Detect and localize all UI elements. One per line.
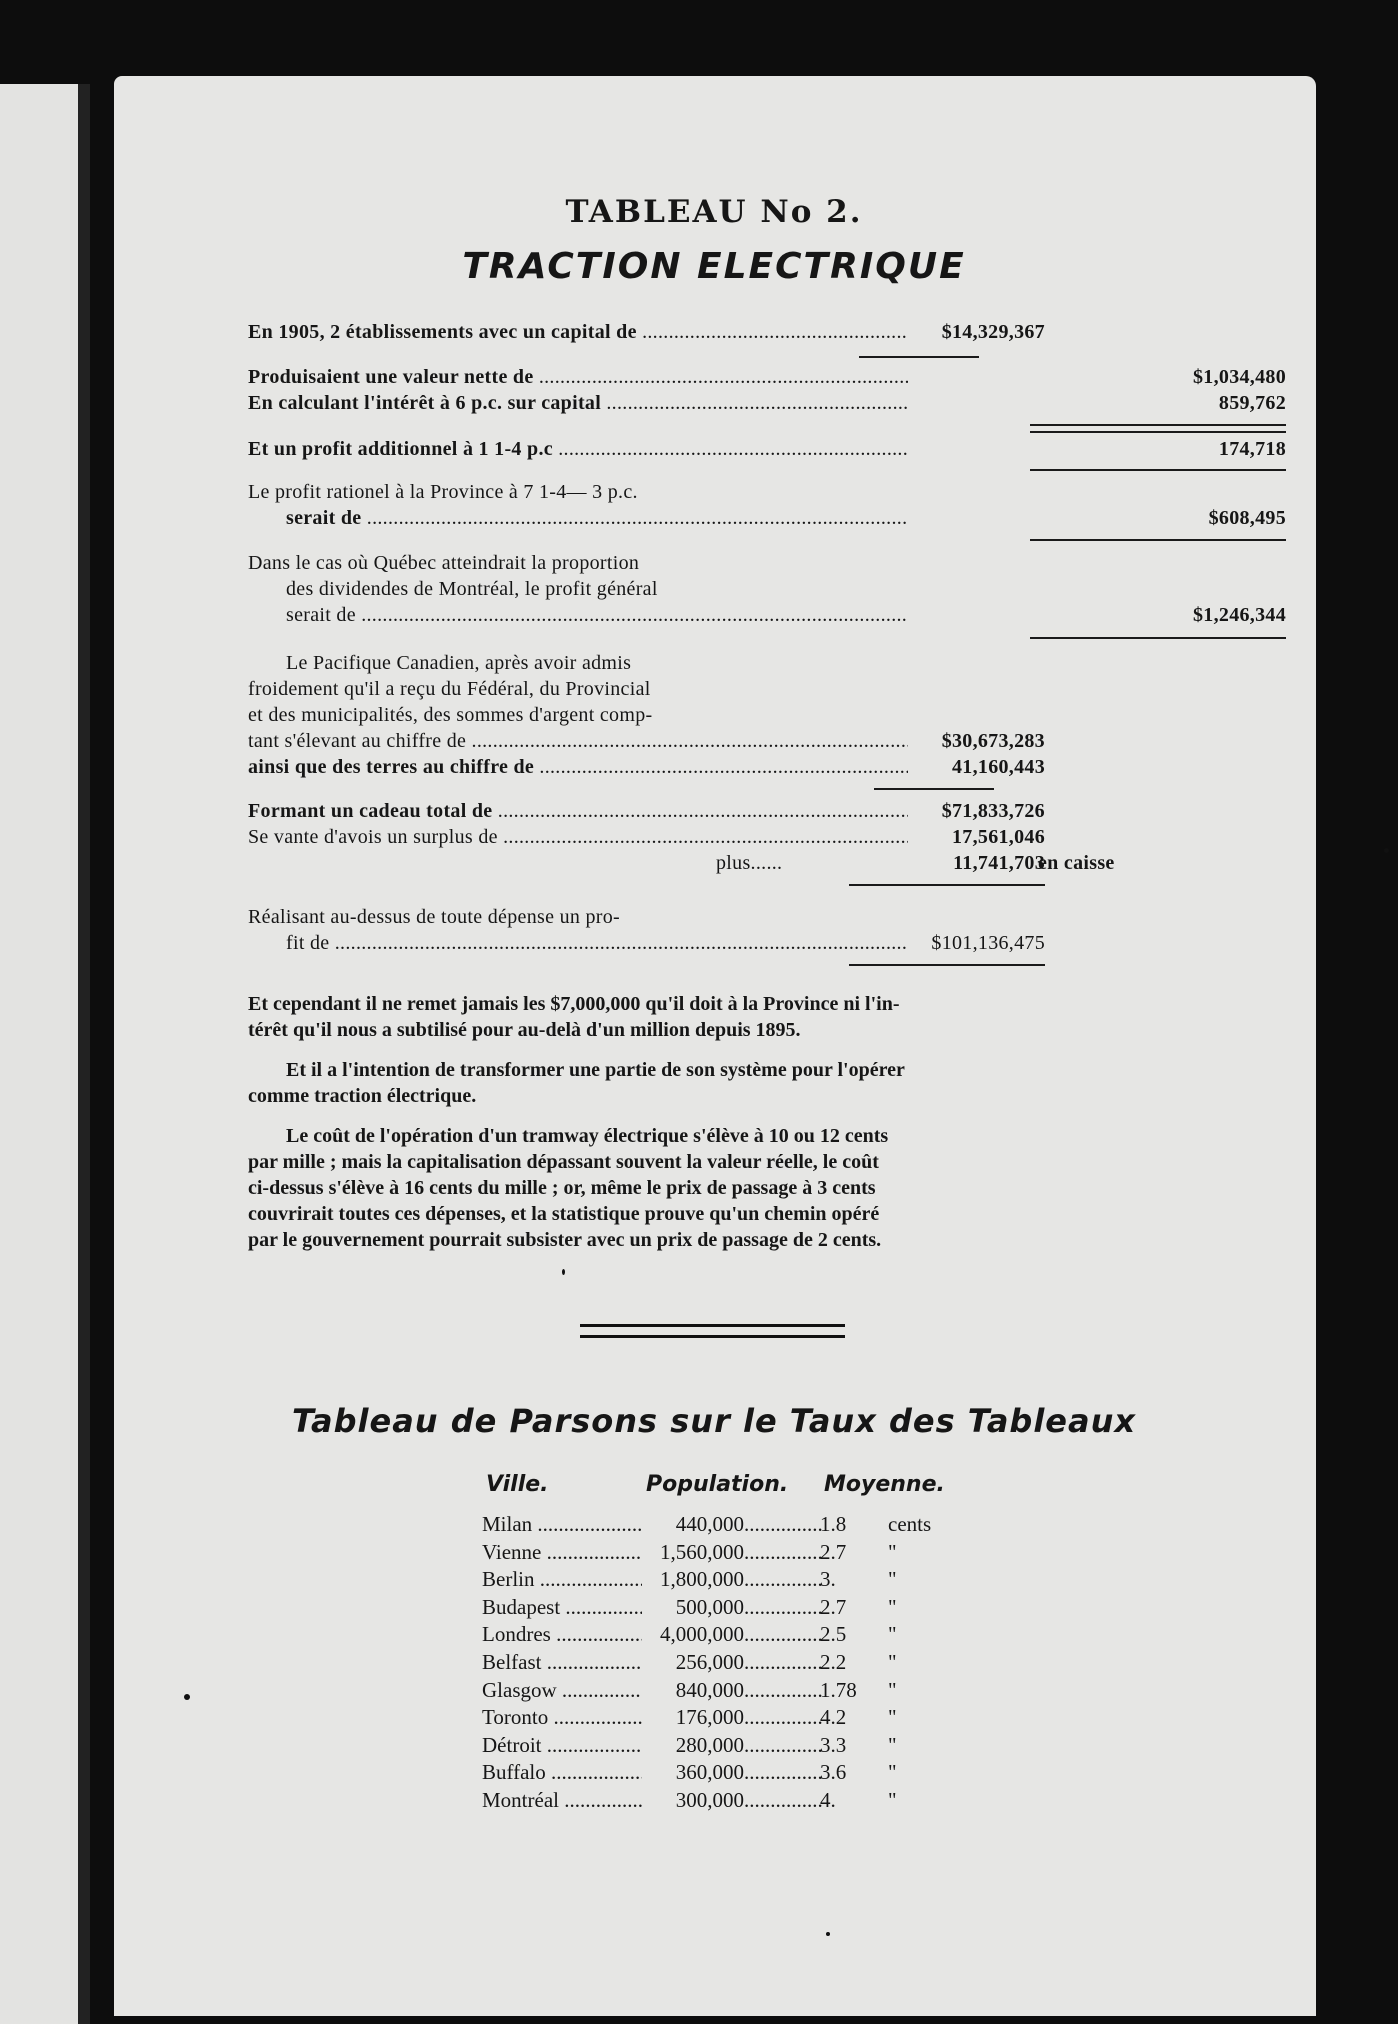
row-label: En 1905, 2 établissements avec un capital de ..... (248, 321, 908, 344)
row-label: Dans le cas où Québec atteindrait la proportion (248, 552, 640, 574)
row-value: $71,833,726 (941, 800, 1045, 822)
table-cell-population: 1,800,000 (660, 1567, 744, 1592)
paper-speck (184, 1694, 190, 1700)
table-cell-city: Glasgow ..... (482, 1678, 642, 1703)
paragraph-line: Et cependant il ne remet jamais les $7,000,000 qu'il doit à la Province ni l'in- (248, 993, 900, 1015)
row-label: Se vante d'avois un surplus de ..... (248, 826, 908, 849)
table-cell-unit: " (888, 1677, 897, 1702)
table-leader-dots (744, 1622, 824, 1647)
table-cell-population: 280,000 (675, 1732, 744, 1757)
paper-speck (1384, 848, 1389, 853)
row-label: plus...... (716, 852, 783, 874)
table-leader-dots (744, 1567, 824, 1592)
table-cell-city: Toronto ..... (482, 1705, 642, 1730)
rule (1030, 424, 1286, 433)
table-leader-dots (744, 1595, 824, 1620)
paragraph-line: térêt qu'il nous a subtilisé pour au-delà d'un million depuis 1895. (248, 1019, 801, 1041)
table-cell-population: 300,000 (675, 1788, 744, 1812)
row-label: serait de ..... (286, 507, 908, 530)
row-label: serait de ..... (286, 604, 908, 627)
table-cell-unit: " (888, 1567, 897, 1592)
paper-speck (562, 1269, 565, 1275)
table-leader-dots (744, 1678, 824, 1703)
table-cell-unit: " (888, 1760, 897, 1785)
section-separator (580, 1324, 845, 1338)
rule (849, 964, 1045, 966)
table-cell-population: 1,560,000 (660, 1539, 744, 1564)
rule (1030, 539, 1286, 541)
column-header-average: Moyenne. (824, 1472, 945, 1497)
table-leader-dots (744, 1540, 824, 1565)
row-value: $608,495 (1208, 507, 1286, 529)
table-cell-city: Milan ..... (482, 1512, 642, 1537)
rule (849, 884, 1045, 886)
row-value: 859,762 (1218, 392, 1286, 414)
row-value: $14,329,367 (941, 321, 1045, 343)
table-cell-unit: " (888, 1539, 897, 1564)
table-cell-average: 1.78 (820, 1677, 857, 1702)
row-note: en caisse (1038, 852, 1115, 874)
paragraph-line: par le gouvernement pourrait subsister avec un prix de passage de 2 cents. (248, 1229, 882, 1251)
paragraph-line: Et il a l'intention de transformer une partie de son système pour l'opérer (286, 1059, 905, 1081)
row-label: Le Pacifique Canadien, après avoir admis (286, 652, 632, 674)
table-cell-unit: " (888, 1650, 897, 1674)
table-cell-city: Budapest ..... (482, 1595, 642, 1620)
row-label: tant s'élevant au chiffre de ..... (248, 730, 908, 753)
table-leader-dots (744, 1788, 824, 1813)
table-cell-average: 3.3 (820, 1732, 847, 1757)
table-cell-average: 3.6 (820, 1760, 847, 1785)
table-cell-city: Belfast ..... (482, 1650, 642, 1675)
table-cell-population: 4,000,000 (660, 1622, 744, 1647)
table-cell-population: 256,000 (675, 1650, 744, 1674)
paragraph-line: ci-dessus s'élève à 16 cents du mille ; or, même le prix de passage à 3 cents (248, 1177, 876, 1199)
table-cell-average: 2.7 (820, 1594, 847, 1619)
row-value: $30,673,283 (941, 730, 1045, 752)
row-value: 11,741,703 (953, 852, 1045, 874)
row-label: En calculant l'intérêt à 6 p.c. sur capital ..... (248, 392, 908, 415)
row-value: 17,561,046 (952, 826, 1045, 848)
paragraph-line: Le coût de l'opération d'un tramway électrique s'élève à 10 ou 12 cents (286, 1125, 889, 1147)
table-cell-average: 2.7 (820, 1539, 847, 1564)
table-cell-city: Montréal ..... (482, 1788, 642, 1813)
row-label: Formant un cadeau total de ..... (248, 800, 908, 823)
table-leader-dots (744, 1733, 824, 1758)
table-cell-unit: " (888, 1732, 897, 1757)
table-cell-population: 360,000 (675, 1760, 744, 1785)
rule (1030, 637, 1286, 639)
parsons-table-title: Tableau de Parsons sur le Taux des Tableaux (291, 1402, 1136, 1440)
document-page (114, 76, 1316, 2016)
table-cell-city: Buffalo ..... (482, 1760, 642, 1785)
rule (859, 356, 979, 358)
paragraph-line: couvrirait toutes ces dépenses, et la statistique prouve qu'un chemin opéré (248, 1203, 880, 1225)
table-cell-city: Berlin ..... (482, 1567, 642, 1592)
column-header-population: Population. (646, 1472, 789, 1497)
row-label: froidement qu'il a reçu du Fédéral, du Provincial (248, 678, 651, 700)
table-cell-average: 1.8 (820, 1512, 847, 1536)
table-leader-dots (744, 1512, 824, 1537)
table-cell-unit: " (888, 1622, 897, 1647)
table-cell-average: 2.5 (820, 1622, 847, 1647)
paper-speck (826, 1932, 830, 1936)
table-cell-population: 440,000 (675, 1512, 744, 1536)
row-label: fit de ..... (286, 932, 908, 955)
previous-page-edge (0, 84, 90, 2024)
row-label: Produisaient une valeur nette de ..... (248, 366, 908, 389)
table-title: TABLEAU No 2. (565, 194, 863, 230)
table-leader-dots (744, 1760, 824, 1785)
table-leader-dots (744, 1705, 824, 1730)
rule (874, 788, 994, 790)
table-cell-population: 840,000 (675, 1677, 744, 1702)
paragraph-line: comme traction électrique. (248, 1085, 477, 1107)
table-cell-average: 4. (820, 1788, 836, 1812)
table-cell-unit: " (888, 1705, 897, 1730)
row-label: des dividendes de Montréal, le profit général (286, 578, 658, 600)
row-label: ainsi que des terres au chiffre de ..... (248, 756, 908, 779)
table-subtitle: TRACTION ELECTRIQUE (462, 246, 966, 287)
row-label: et des municipalités, des sommes d'argent comp- (248, 704, 653, 726)
table-cell-population: 176,000 (675, 1705, 744, 1730)
table-cell-unit: cents (888, 1512, 932, 1536)
row-value: 174,718 (1218, 438, 1286, 460)
table-cell-average: 2.2 (820, 1650, 847, 1674)
row-value: $101,136,475 (931, 932, 1045, 954)
table-cell-city: Londres ..... (482, 1622, 642, 1647)
table-cell-unit: " (888, 1788, 897, 1812)
row-value: $1,034,480 (1193, 366, 1286, 388)
row-value: 41,160,443 (952, 756, 1045, 778)
column-header-city: Ville. (486, 1472, 549, 1497)
table-cell-city: Vienne ..... (482, 1540, 642, 1565)
row-label: Le profit rationel à la Province à 7 1-4— 3 p.c. (248, 481, 638, 503)
table-cell-average: 3. (820, 1567, 836, 1592)
table-leader-dots (744, 1650, 824, 1675)
row-label: Réalisant au-dessus de toute dépense un pro- (248, 906, 620, 928)
rule (1030, 469, 1286, 471)
table-cell-average: 4.2 (820, 1705, 847, 1730)
table-cell-city: Détroit ..... (482, 1733, 642, 1758)
row-value: $1,246,344 (1193, 604, 1286, 626)
paragraph-line: par mille ; mais la capitalisation dépassant souvent la valeur réelle, le coût (248, 1151, 879, 1173)
row-label: Et un profit additionnel à 1 1-4 p.c ..... (248, 438, 908, 461)
table-cell-population: 500,000 (675, 1594, 744, 1619)
table-cell-unit: " (888, 1594, 897, 1619)
